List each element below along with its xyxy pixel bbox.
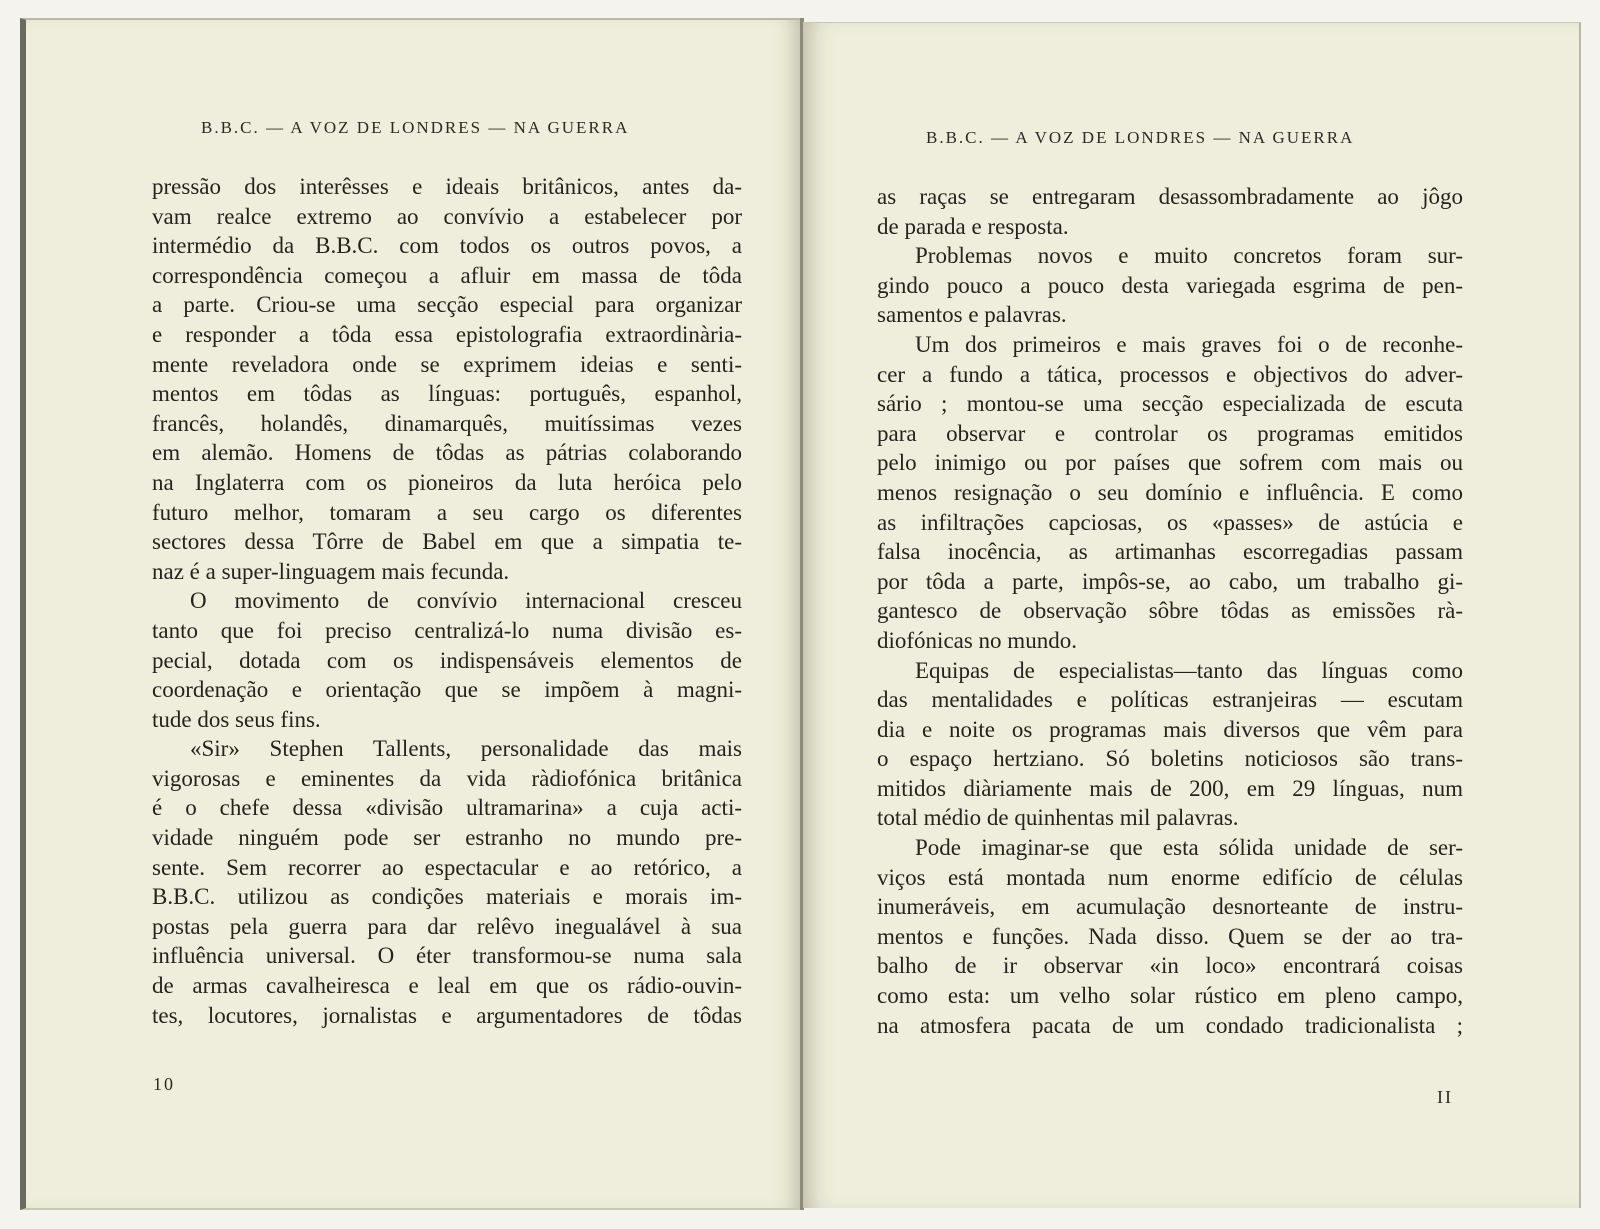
text-line: postas pela guerra para dar relêvo inegualável à sua [152, 913, 742, 939]
text-line: coordenação e orientação que se impõem à magni- [152, 677, 742, 703]
text-line: influência universal. O éter transformou-se numa sala [152, 943, 742, 969]
text-line: na Inglaterra com os pioneiros da luta heróica pelo [152, 469, 742, 495]
text-line: pecial, dotada com os indispensáveis elementos de [152, 647, 742, 673]
text-line: «Sir» Stephen Tallents, personalidade das mais [190, 736, 742, 762]
text-line: cer a fundo a tática, processos e objectivos do adver- [877, 361, 1463, 387]
text-line: as infiltrações capciosas, os «passes» de astúcia e [877, 509, 1463, 535]
text-line: dia e noite os programas mais diversos que vêm para [877, 716, 1463, 742]
text-line: falsa inocência, as artimanhas escorregadias passam [877, 539, 1463, 565]
right-page-number: II [1437, 1087, 1453, 1107]
text-line: mentos e funções. Nada disso. Quem se der ao tra- [877, 923, 1463, 949]
left-running-head: B.B.C. — A VOZ DE LONDRES — NA GUERRA [201, 118, 630, 137]
text-line: francês, holandês, dinamarquês, muitíssimas vezes [152, 410, 742, 436]
text-line: tes, locutores, jornalistas e argumentadores de tôdas [152, 1002, 742, 1028]
text-line: viços está montada num enorme edifício de células [877, 864, 1463, 890]
text-line: menos resignação o seu domínio e influência. E como [877, 479, 1463, 505]
left-page-number: 10 [153, 1074, 175, 1094]
text-line: O movimento de convívio internacional cresceu [190, 588, 742, 614]
text-line: Pode imaginar-se que esta sólida unidade de ser- [915, 835, 1463, 861]
text-line: gantesco de observação sôbre tôdas as emissões rà- [877, 598, 1463, 624]
text-line: intermédio da B.B.C. com todos os outros povos, a [152, 233, 742, 259]
text-line: tude dos seus fins. [152, 706, 321, 732]
text-line: Um dos primeiros e mais graves foi o de reconhe- [915, 331, 1463, 357]
text-line: por tôda a parte, impôs-se, ao cabo, um trabalho gi- [877, 568, 1463, 594]
text-line: sectores dessa Tôrre de Babel em que a simpatia te- [152, 529, 742, 555]
text-line: é o chefe dessa «divisão ultramarina» a cuja acti- [152, 795, 742, 821]
text-line: samentos e palavras. [877, 302, 1067, 328]
text-line: inumeráveis, em acumulação desnorteante de instru- [877, 894, 1463, 920]
text-line: das mentalidades e políticas estranjeiras — escutam [877, 687, 1463, 713]
text-line: futuro melhor, tomaram a seu cargo os diferentes [152, 499, 742, 525]
text-line: e responder a tôda essa epistolografia extraordinària- [152, 321, 742, 347]
text-line: de armas cavalheiresca e leal em que os rádio-ouvin- [152, 973, 742, 999]
text-line: vigorosas e eminentes da vida ràdiofónica britânica [152, 765, 742, 791]
text-line: mente reveladora onde se exprimem ideias e senti- [152, 351, 742, 377]
text-line: vam realce extremo ao convívio a estabelecer por [152, 203, 742, 229]
text-line: balho de ir observar «in loco» encontrará coisas [877, 953, 1463, 979]
right-running-head: B.B.C. — A VOZ DE LONDRES — NA GUERRA [926, 128, 1355, 147]
left-page-text [152, 172, 742, 1030]
text-line: B.B.C. utilizou as condições materiais e morais im- [152, 884, 742, 910]
text-line: mitidos diàriamente mais de 200, em 29 línguas, num [877, 775, 1463, 801]
text-line: mentos em tôdas as línguas: português, espanhol, [152, 381, 742, 407]
right-page-text [877, 182, 1463, 1040]
text-line: na atmosfera pacata de um condado tradicionalista ; [877, 1012, 1463, 1038]
text-line: sário ; montou-se uma secção especializada de escuta [877, 391, 1463, 417]
text-line: a parte. Criou-se uma secção especial para organizar [152, 292, 742, 318]
text-line: o espaço hertziano. Só boletins noticiosos são trans- [877, 746, 1463, 772]
text-line: em alemão. Homens de tôdas as pátrias colaborando [152, 440, 742, 466]
text-line: Equipas de especialistas—tanto das línguas como [915, 657, 1463, 683]
text-line: pelo inimigo ou por países que sofrem com mais ou [877, 450, 1463, 476]
text-line: total médio de quinhentas mil palavras. [877, 805, 1239, 831]
text-line: para observar e controlar os programas emitidos [877, 420, 1463, 446]
text-line: tanto que foi preciso centralizá-lo numa divisão es- [152, 617, 742, 643]
text-line: como esta: um velho solar rústico em pleno campo, [877, 983, 1463, 1009]
text-line: sente. Sem recorrer ao espectacular e ao retórico, a [152, 854, 742, 880]
text-line: as raças se entregaram desassombradamente ao jôgo [877, 184, 1463, 209]
text-line: pressão dos interêsses e ideais britânicos, antes da- [152, 174, 742, 199]
text-line: gindo pouco a pouco desta variegada esgrima de pen- [877, 272, 1463, 298]
text-line: diofónicas no mundo. [877, 627, 1077, 653]
text-line: vidade ninguém pode ser estranho no mundo pre- [152, 825, 742, 851]
text-line: de parada e resposta. [877, 213, 1069, 239]
text-line: correspondência começou a afluir em massa de tôda [152, 262, 742, 288]
text-line: naz é a super-linguagem mais fecunda. [152, 558, 510, 584]
text-line: Problemas novos e muito concretos foram sur- [915, 243, 1463, 269]
